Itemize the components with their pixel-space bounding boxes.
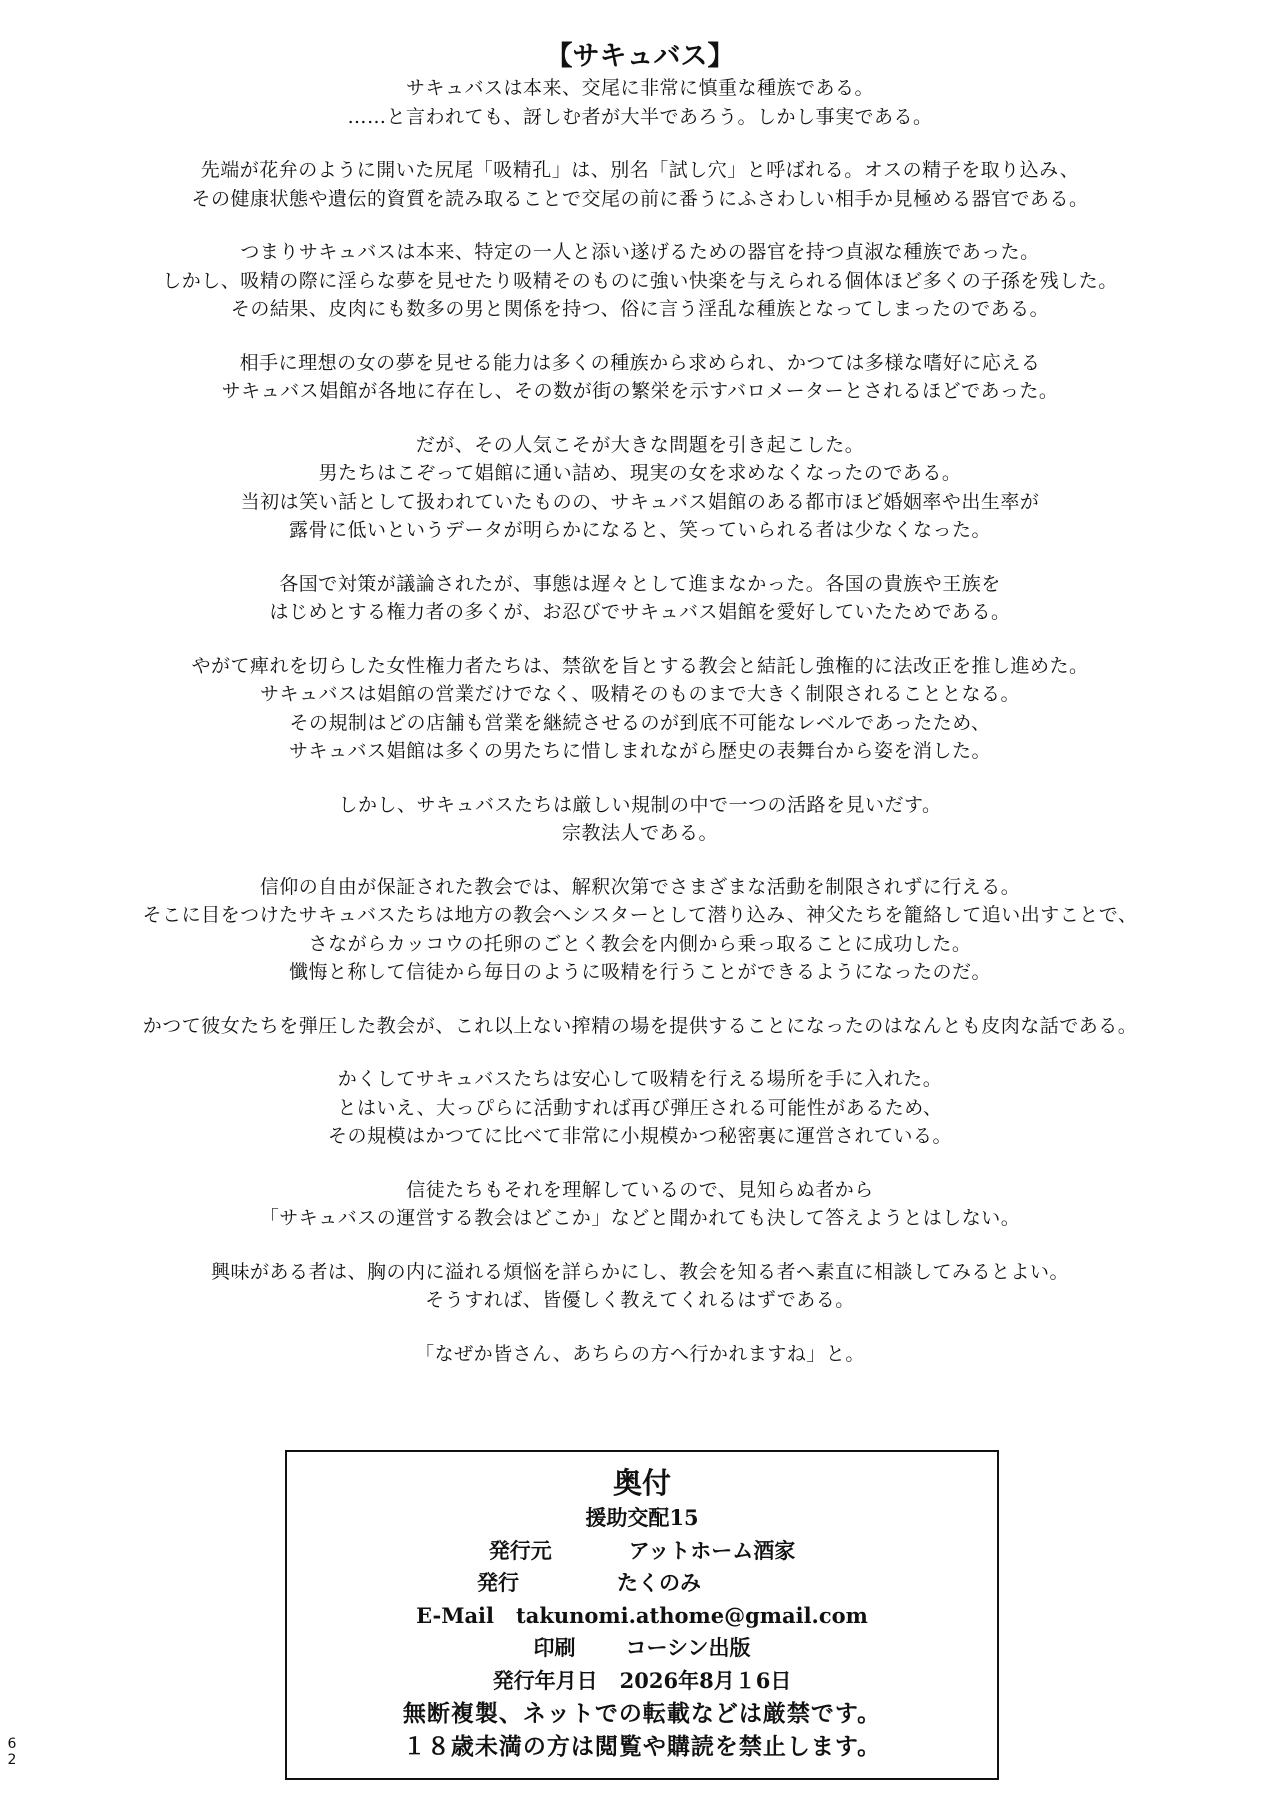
text-line: サキュバス娼館が各地に存在し、その数が街の繁栄を示すバロメーターとされるほどであった。 (221, 380, 1059, 402)
text-line: さながらカッコウの托卵のごとく教会を内側から乗っ取ることに成功した。 (308, 932, 972, 955)
date-label: 発行年月日 (492, 1667, 598, 1693)
paragraph (40, 431, 1240, 545)
email-label: E-Mail (416, 1602, 495, 1628)
text-line: やがて痺れを切らした女性権力者たちは、禁欲を旨とする教会と結託し強権的に法改正を推し進めた。 (191, 654, 1089, 677)
text-line: 信徒たちもそれを理解しているので、見知らぬ者から (406, 1178, 874, 1201)
text-line: だが、その人気こそが大きな問題を引き起こした。 (415, 433, 865, 456)
printer-row (287, 1632, 997, 1665)
date-value: 2026年8月１6日 (619, 1667, 792, 1693)
text-line: かくしてサキュバスたちは安心して吸精を行える場所を手に入れた。 (337, 1068, 943, 1090)
copyright-notice: 無断複製、ネットでの転載などは厳禁です。 (402, 1700, 882, 1727)
colophon-box (285, 1450, 999, 1780)
printer-value: コーシン出版 (625, 1635, 751, 1660)
publisher-row (287, 1535, 997, 1568)
paragraph (40, 873, 1240, 987)
paragraph (40, 652, 1240, 766)
paragraph (40, 349, 1240, 406)
text-line: その規模はかつてに比べて非常に小規模かつ秘密裏に運営されている。 (327, 1125, 952, 1147)
publisher-value: アットホーム酒家 (628, 1537, 796, 1563)
issuer-label: 発行 (477, 1570, 519, 1595)
age-restriction-notice: １８歳未満の方は閲覧や購読を禁止します。 (402, 1733, 882, 1760)
text-line: 露骨に低いというデータが明らかになると、笑っていられる者は少なくなった。 (288, 519, 991, 541)
text-line: かつて彼女たちを弾圧した教会が、これ以上ない搾精の場を提供することになったのはなんとも皮肉な話である。 (142, 1014, 1138, 1037)
page-number: 6 2 (7, 1736, 17, 1768)
paragraph (40, 238, 1240, 324)
issuer-value: たくのみ (617, 1570, 701, 1595)
text-line: 懺悔と称して信徒から毎日のように吸精を行うことができるようになったのだ。 (288, 961, 991, 983)
text-line: そこに目をつけたサキュバスたちは地方の教会へシスターとして潜り込み、神父たちを籠絡して追い出すことで、 (142, 904, 1138, 926)
article (40, 40, 1240, 1393)
text-line: しかし、吸精の際に淫らな夢を見せたり吸精そのものに強い快楽を与えられる個体ほど多くの子孫を残した。 (162, 269, 1118, 292)
paragraph (40, 74, 1240, 131)
text-line: しかし、サキュバスたちは厳しい規制の中で一つの活路を見いだす。 (338, 793, 942, 816)
article-body (40, 74, 1240, 1368)
text-line: つまりサキュバスは本来、特定の一人と添い遂げるための器官を持つ貞淑な種族であった。 (240, 241, 1040, 263)
text-line: 興味がある者は、胸の内に溢れる煩悩を詳らかにし、教会を知る者へ素直に相談してみるとよい。 (210, 1260, 1069, 1283)
paragraph (40, 1176, 1240, 1233)
text-line: サキュバスは娼館の営業だけでなく、吸精そのものまで大きく制限されることとなる。 (259, 683, 1021, 705)
text-line: はじめとする権力者の多くが、お忍びでサキュバス娼館を愛好していたためである。 (269, 601, 1011, 623)
text-line: 宗教法人である。 (561, 822, 718, 844)
text-line: 男たちはこぞって娼館に通い詰め、現実の女を求めなくなったのである。 (318, 462, 962, 484)
email-row (287, 1600, 997, 1633)
colophon-heading: 奥付 (612, 1466, 671, 1500)
article-title: 【サキュバス】 (545, 41, 735, 72)
paragraph (40, 1340, 1240, 1369)
book-title: 援助交配15 (585, 1505, 699, 1530)
text-line: 相手に理想の女の夢を見せる能力は多くの種族から求められ、かつては多様な嗜好に応える (239, 351, 1041, 374)
paragraph (40, 1012, 1240, 1041)
paragraph (40, 156, 1240, 213)
paragraph (40, 791, 1240, 848)
issuer-row (287, 1567, 997, 1600)
text-line: その結果、皮肉にも数多の男と関係を持つ、俗に言う淫乱な種族となってしまったのである。 (230, 298, 1050, 320)
text-line: その健康状態や遺伝的資質を読み取ることで交尾の前に番うにふさわしい相手か見極める器官である。 (191, 187, 1089, 210)
text-line: その規制はどの店舗も営業を継続させるのが到底不可能なレベルであったため、 (289, 711, 991, 734)
text-line: 「サキュバスの運営する教会はどこか」などと聞かれても決して答えようとはしない。 (259, 1207, 1021, 1229)
paragraph (40, 1258, 1240, 1315)
paragraph (40, 570, 1240, 627)
paragraph (40, 1065, 1240, 1151)
text-line: そうすれば、皆優しく教えてくれるはずである。 (425, 1289, 855, 1311)
publisher-label: 発行元 (488, 1537, 552, 1563)
text-line: 当初は笑い話として扱われていたものの、サキュバス娼館のある都市ほど婚姻率や出生率が (240, 490, 1040, 513)
date-row (287, 1665, 997, 1698)
text-line: 信仰の自由が保証された教会では、解釈次第でさまざまな活動を制限されずに行える。 (259, 875, 1021, 898)
text-line: ……と言われても、訝しむ者が大半であろう。しかし事実である。 (347, 105, 933, 128)
text-line: 先端が花弁のように開いた尻尾「吸精孔」は、別名「試し穴」と呼ばれる。オスの精子を取り込み、 (200, 159, 1080, 181)
printer-label: 印刷 (533, 1635, 576, 1660)
text-line: サキュバスは本来、交尾に非常に慎重な種族である。 (405, 77, 874, 99)
text-line: 各国で対策が議論されたが、事態は遅々として進まなかった。各国の貴族や王族を (279, 572, 1001, 595)
text-line: とはいえ、大っぴらに活動すれば再び弾圧される可能性があるため、 (337, 1096, 943, 1119)
email-value[interactable]: takunomi.athome@gmail.com (516, 1602, 868, 1628)
text-line: 「なぜか皆さん、あちらの方へ行かれますね」と。 (415, 1342, 865, 1365)
text-line: サキュバス娼館は多くの男たちに惜しまれながら歴史の表舞台から姿を消した。 (288, 740, 991, 762)
